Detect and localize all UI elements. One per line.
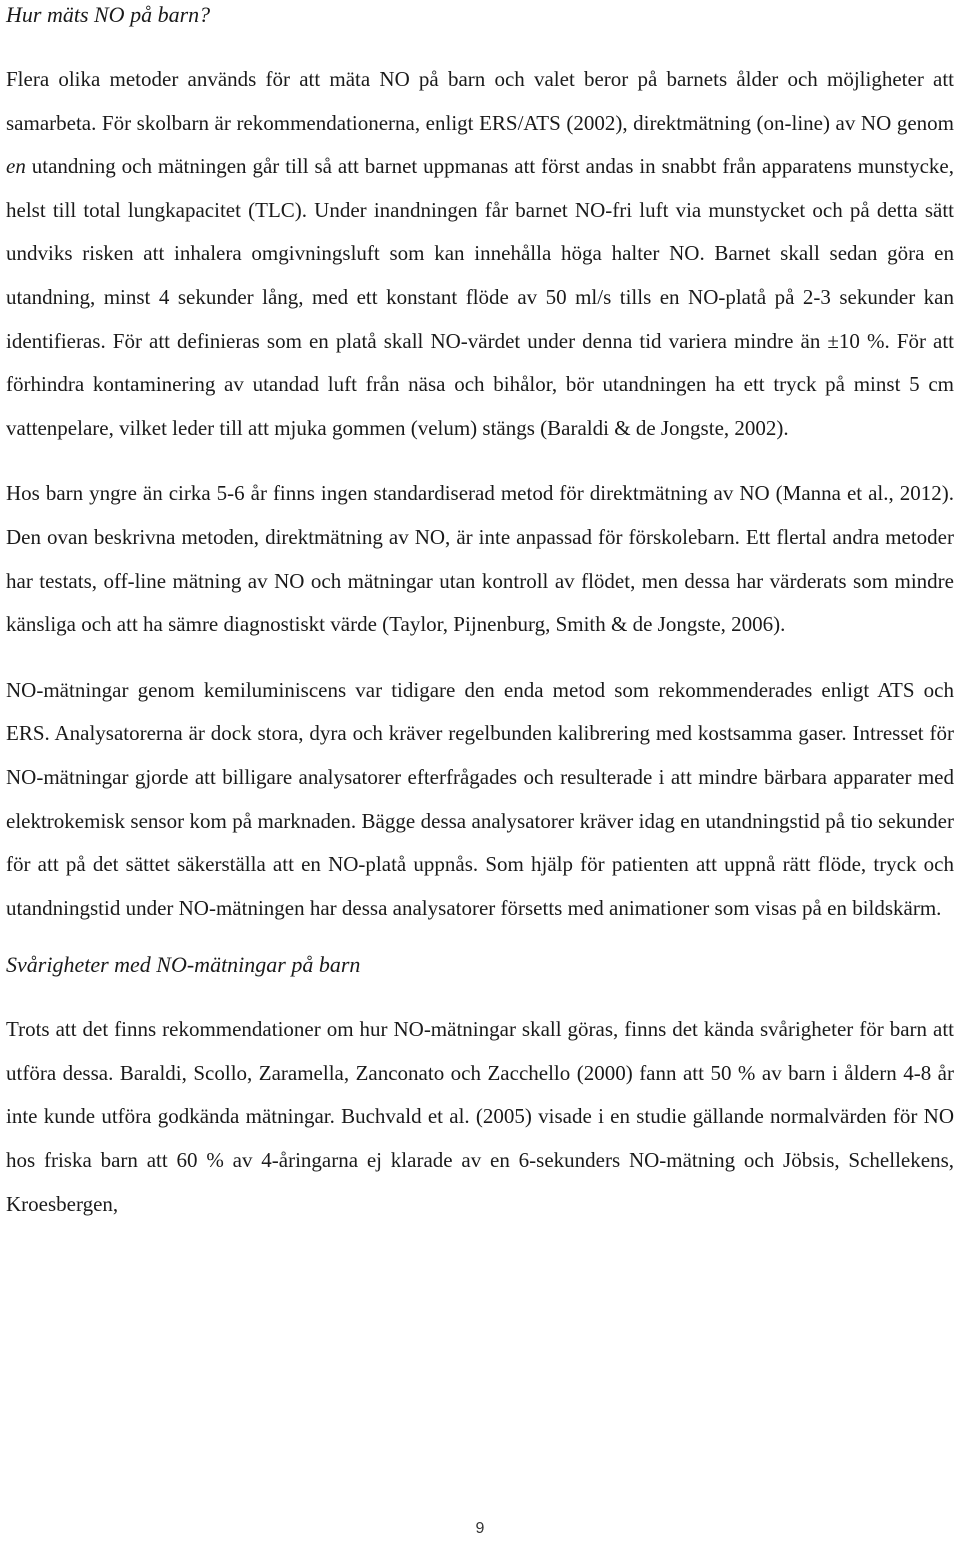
paragraph-methods bbox=[6, 58, 954, 450]
section-heading-how-measured: Hur mäts NO på barn? bbox=[6, 2, 211, 27]
paragraph-methods-text-2: utandning och mätningen går till så att barnet uppmanas att först andas in snabbt från apparatens munstycke, helst till total lungkapacitet (TLC). Under inandningen får barnet NO-fri luft via munstycket och på detta sätt undviks risken att inhalera omgivningsluft som kan innehålla höga halter NO. Barnet skall sedan göra en utandning, minst 4 sekunder lång, med ett konstant flöde av 50 ml/s tills en NO-platå på 2-3 sekunder kan identifieras. För att definieras som en platå skall NO-värdet under denna tid variera mindre än ±10 %. För att förhindra kontaminering av utandad luft från näsa och bihålor, bör utandningen ha ett tryck på minst 5 cm vattenpelare, vilket leder till att mjuka gommen (velum) stängs (Baraldi & de Jongste, 2002). bbox=[6, 154, 954, 440]
page-number: 9 bbox=[475, 1520, 485, 1537]
paragraph-difficulties: Trots att det finns rekommendationer om hur NO-mätningar skall göras, finns det kända svårigheter för barn att utföra dessa. Baraldi, Scollo, Zaramella, Zanconato och Zacchello (2000) fann att 50 % av barn i åldern 4-8 år inte kunde utföra godkända mätningar. Buchvald et al. (2005) visade i en studie gällande normalvärden för NO hos friska barn att 60 % av 4-åringarna ej klarade av en 6-sekunders NO-mätning och Jöbsis, Schellekens, Kroesbergen, bbox=[6, 1017, 954, 1216]
paragraph-young-children: Hos barn yngre än cirka 5-6 år finns ingen standardiserad metod för direktmätning av NO (Manna et al., 2012). Den ovan beskrivna metoden, direktmätning av NO, är inte anpassad för förskolebarn. Ett flertal andra metoder har testats, off-line mätning av NO och mätningar utan kontroll av flödet, men dessa har värderats som mindre känsliga och att ha sämre diagnostiskt värde (Taylor, Pijnenburg, Smith & de Jongste, 2006). bbox=[6, 481, 954, 637]
paragraph-methods-emphasis: en bbox=[6, 154, 26, 179]
section-heading-difficulties: Svårigheter med NO-mätningar på barn bbox=[6, 952, 361, 978]
document-page bbox=[6, 0, 954, 1226]
paragraph-analyzers: NO-mätningar genom kemiluminiscens var tidigare den enda metod som rekommenderades enligt ATS och ERS. Analysatorerna är dock stora, dyra och kräver regelbunden kalibrering med kostsamma gaser. Intresset för NO-mätningar gjorde att billigare analysatorer efterfrågades och resulterade i att mindre bärbara apparater med elektrokemisk sensor kom på marknaden. Bägge dessa analysatorer kräver idag en utandningstid på tio sekunder för att på det sättet säkerställa att en NO-platå uppnås. Som hjälp för patienten att uppnå rätt flöde, tryck och utandningstid under NO-mätningen har dessa analysatorer försetts med animationer som visas på en bildskärm. bbox=[6, 677, 954, 920]
paragraph-methods-text-1: Flera olika metoder används för att mäta NO på barn och valet beror på barnets ålder och möjligheter att samarbeta. För skolbarn är rekommendationerna, enligt ERS/ATS (2002), direktmätning (on-line) av NO genom bbox=[6, 67, 954, 135]
